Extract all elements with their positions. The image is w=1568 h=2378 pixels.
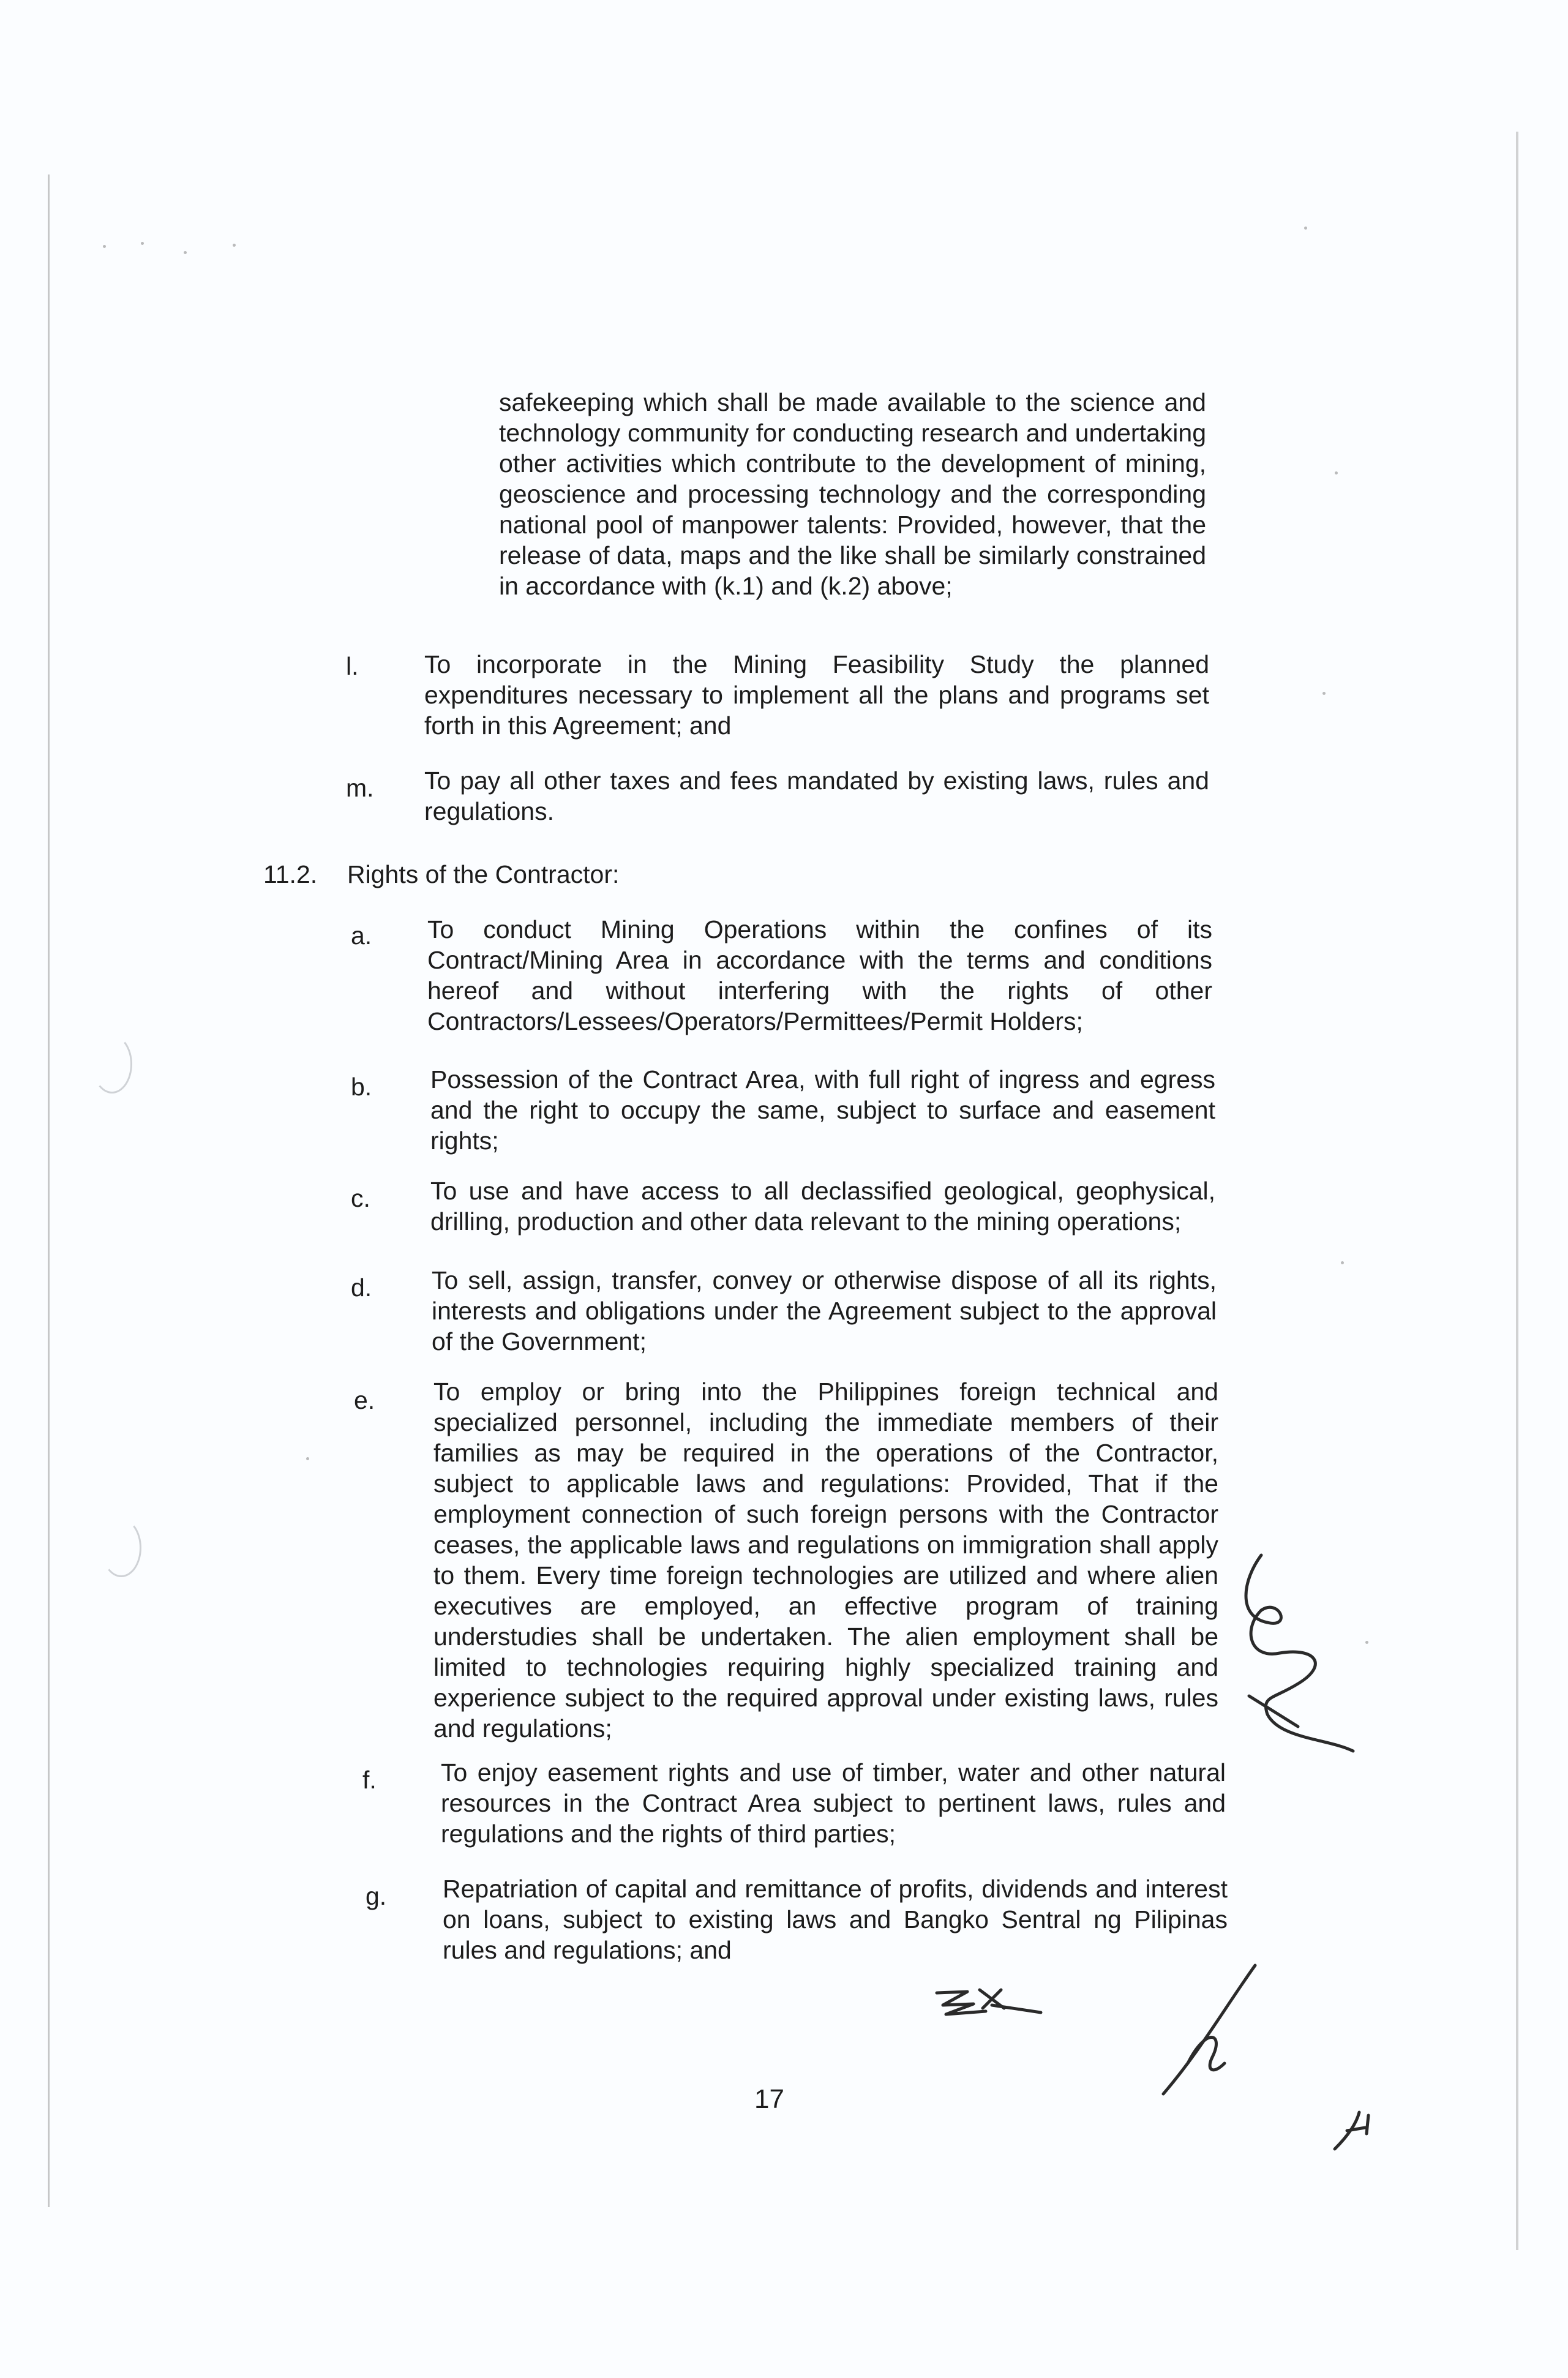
section-number: 11.2.: [263, 860, 318, 888]
scan-speck: [1304, 227, 1307, 230]
scan-edge-right: [1516, 132, 1518, 2250]
section-title: Rights of the Contractor:: [347, 860, 620, 888]
scan-speck: [1335, 471, 1338, 474]
initials-mark: [1329, 2106, 1384, 2155]
scan-speck: [184, 251, 187, 254]
rights-item-text: To conduct Mining Operations within the confines of its Contract/Mining Area in accordance with the terms and conditions hereof and without interfering with the rights of other Contractors/Lessees/Operators/Permittees/Permit Holders;: [427, 915, 1212, 1035]
scan-speck: [103, 245, 106, 248]
rights-item-text: Possession of the Contract Area, with full right of ingress and egress and the right to occupy the same, subject to surface and easement rights;: [430, 1065, 1215, 1155]
signature-initial-mark: [1225, 1543, 1365, 1763]
scan-speck: [233, 244, 236, 247]
rights-item-label: b.: [351, 1073, 372, 1101]
page-number: 17: [754, 2084, 784, 2114]
scan-speck: [306, 1457, 309, 1460]
punch-hole-mark: [92, 1035, 132, 1093]
rights-item-text: To enjoy easement rights and use of timber, water and other natural resources in the Contract Area subject to pertinent laws, rules and regulations and the rights of third parties;: [441, 1758, 1226, 1848]
rights-item-label: d.: [351, 1273, 372, 1302]
obligation-item-label: m.: [346, 774, 374, 802]
rights-item-text: To employ or bring into the Philippines foreign technical and specialized personnel, including the immediate members of their families as may be required in the operations of the Contractor, subject to applicable laws and regulations: Provided, That if the employment connection of such foreign persons with the Contractor ceases, the applicable laws and regulations on immigration shall apply to them. Every time foreign technologies are utilized and where alien executives are employed, an effective program of training understudies shall be undertaken. The alien employment shall be limited to technologies requiring highly specialized training and experience subject to the required approval under existing laws, rules and regulations;: [433, 1378, 1218, 1742]
obligation-item-text: To pay all other taxes and fees mandated by existing laws, rules and regulations.: [424, 767, 1209, 825]
continuation-paragraph: safekeeping which shall be made available to the science and technology community for conducting research and undertaking other activities which contribute to the development of mining, geoscience and processing technology and the corresponding national pool of manpower talents: Provided, however, that the release of data, maps and the like shall be similarly constrained in accordance with (k.1) and (k.2) above;: [499, 388, 1206, 600]
scan-speck: [1365, 1641, 1368, 1644]
rights-item-label: f.: [362, 1766, 377, 1794]
obligation-item-text: To incorporate in the Mining Feasibility Study the planned expenditures necessary to implement all the plans and programs set forth in this Agreement; and: [424, 650, 1209, 740]
initials-mark: [931, 1981, 1053, 2024]
rights-item-label: e.: [354, 1386, 375, 1414]
scan-edge-left: [48, 174, 50, 2207]
scan-speck: [1341, 1261, 1344, 1264]
punch-hole-mark: [101, 1518, 141, 1577]
scan-speck: [141, 242, 144, 245]
obligation-item-label: l.: [346, 652, 359, 680]
rights-item-label: c.: [351, 1184, 370, 1212]
scan-speck: [1322, 692, 1326, 695]
rights-item-label: a.: [351, 921, 372, 950]
rights-item-text: To sell, assign, transfer, convey or otherwise dispose of all its rights, interests and obligations under the Agreement subject to the approval of the Government;: [432, 1266, 1217, 1356]
rights-item-label: g.: [366, 1882, 387, 1910]
rights-item-text: To use and have access to all declassified geological, geophysical, drilling, production and other data relevant to the mining operations;: [430, 1177, 1215, 1236]
initials-mark: [1151, 1959, 1261, 2100]
rights-item-text: Repatriation of capital and remittance of profits, dividends and interest on loans, subject to existing laws and Bangko Sentral ng Pilipinas rules and regulations; and: [443, 1875, 1228, 1964]
